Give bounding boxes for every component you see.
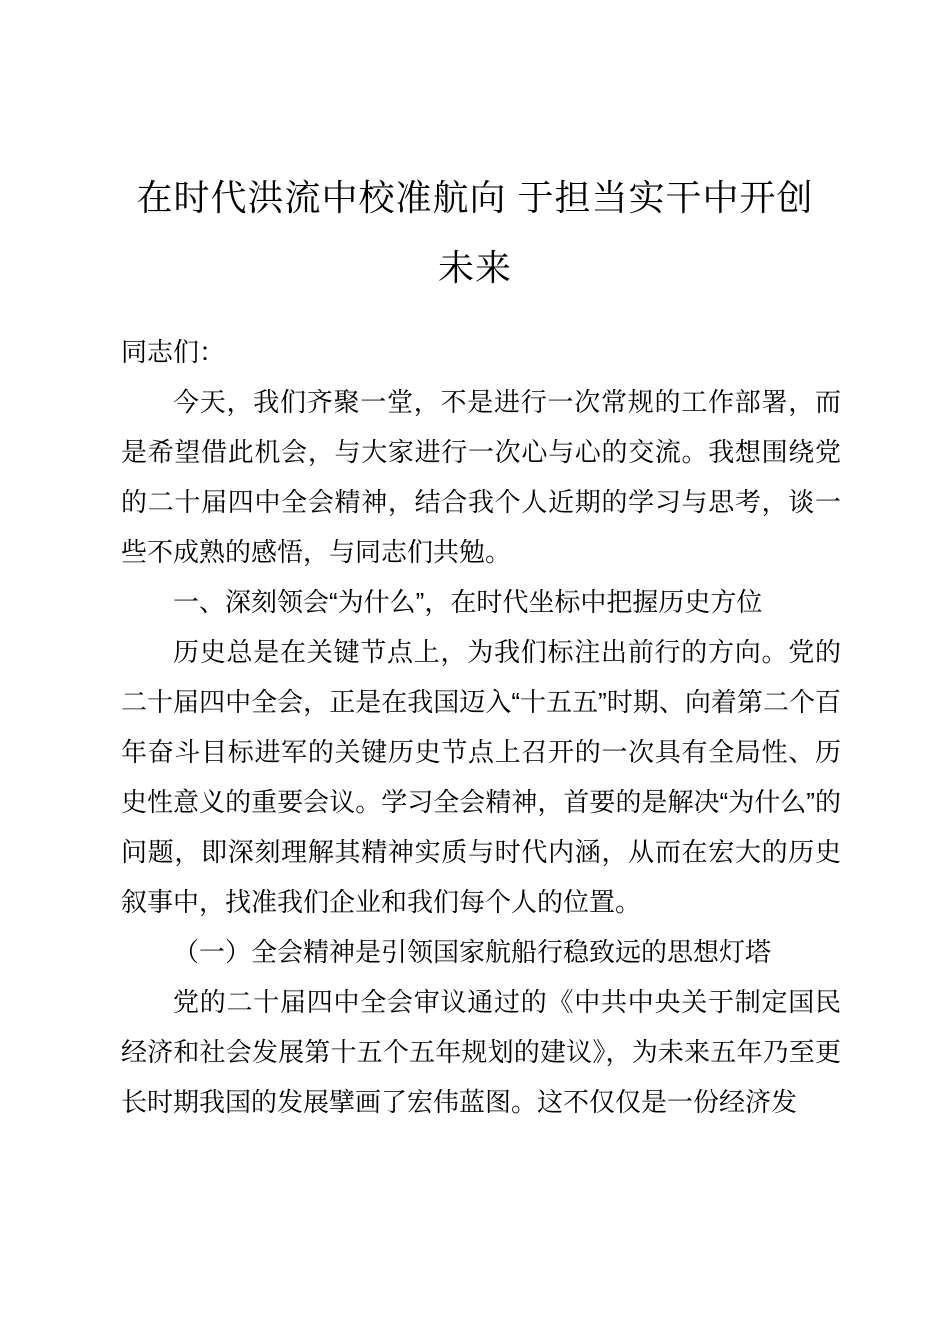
heading-section-one: 一、深刻领会“为什么”，在时代坐标中把握历史方位 — [173, 587, 763, 617]
paragraph-subsection-one-body: 党的二十届四中全会审议通过的《中共中央关于制定国民经济和社会发展第十五个五年规划的建议》，为未来五年乃至更长时期我国的发展擘画了宏伟蓝图。这不仅仅是一份经济发 — [121, 987, 841, 1117]
paragraph-salutation: 同志们： — [121, 337, 226, 367]
heading-subsection-one: （一）全会精神是引领国家航船行稳致远的思想灯塔 — [173, 937, 772, 967]
paragraph-opening: 今天，我们齐聚一堂，不是进行一次常规的工作部署，而是希望借此机会，与大家进行一次心与心的交流。我想围绕党的二十届四中全会精神，结合我个人近期的学习与思考，谈一些不成熟的感悟，与同志们共勉。 — [121, 387, 841, 567]
title-line-2: 未来 — [437, 247, 512, 288]
document-body — [121, 327, 841, 1127]
title-line-1: 在时代洪流中校准航向 于担当实干中开创 — [136, 177, 814, 218]
document-title — [0, 0, 950, 303]
paragraph-section-one-body: 历史总是在关键节点上，为我们标注出前行的方向。党的二十届四中全会，正是在我国迈入“十五五”时期、向着第二个百年奋斗目标进军的关键历史节点上召开的一次具有全局性、历史性意义的重要会议。学习全会精神，首要的是解决“为什么”的问题，即深刻理解其精神实质与时代内涵，从而在宏大的历史叙事中，找准我们企业和我们每个人的位置。 — [121, 637, 841, 917]
